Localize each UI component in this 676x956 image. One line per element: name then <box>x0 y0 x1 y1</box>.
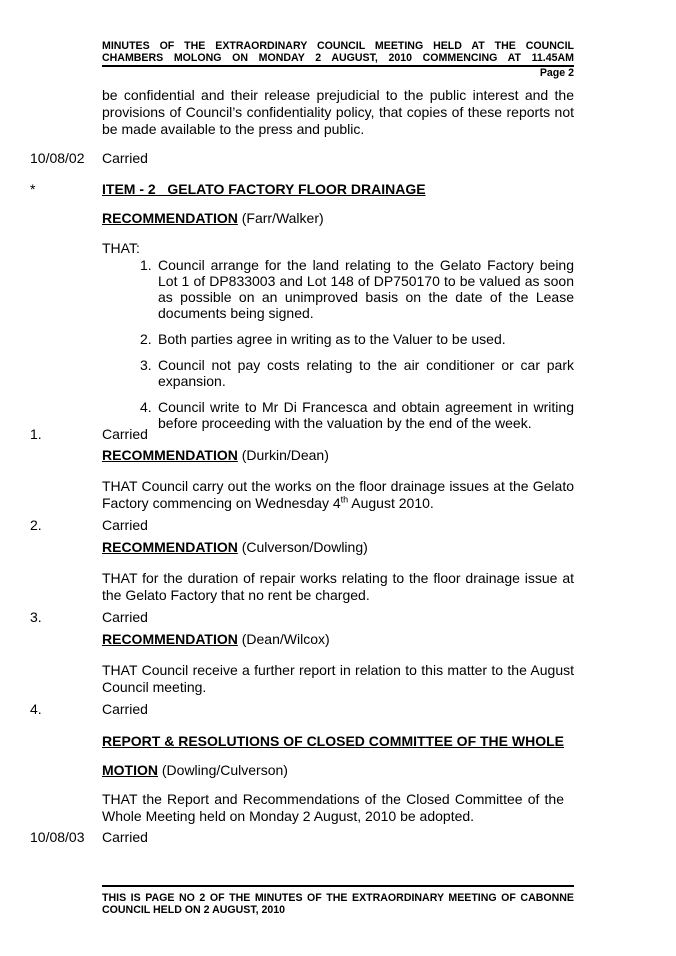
list-item: 4. Council write to Mr Di Francesca and obtain agreement in writing before proceeding with the valuation by the end of the week. <box>140 399 574 431</box>
motion-label: MOTION <box>102 762 158 778</box>
carried-text: Carried <box>102 426 148 442</box>
recommendation-label: RECOMMENDATION <box>102 539 238 555</box>
motion <box>102 762 574 779</box>
recommendation-movers: (Durkin/Dean) <box>241 447 329 463</box>
resolution-number: 10/08/02 <box>30 150 85 166</box>
recommendation-3 <box>102 539 574 556</box>
resolution-number: 2. <box>30 517 42 533</box>
list-item: 2. Both parties agree in writing as to the Valuer to be used. <box>140 331 506 347</box>
carried-text: Carried <box>102 517 148 533</box>
recommendation-text: THAT Council receive a further report in relation to this matter to the August Council meeting. <box>102 662 574 695</box>
page-number: Page 2 <box>539 67 574 79</box>
motion-text: THAT the Report and Recommendations of the Closed Committee of the Whole Meeting held on Monday 2 August, 2010 be adopted. <box>102 791 564 824</box>
carried-text: Carried <box>102 829 148 845</box>
carried-text: Carried <box>102 609 148 625</box>
recommendation-1 <box>102 210 574 227</box>
resolution-number: 3. <box>30 609 42 625</box>
list-item: 1. Council arrange for the land relating to the Gelato Factory being Lot 1 of DP833003 and Lot 148 of DP750170 to be valued as soon as possible on an unimproved basis on the date of the Lease documents being signed. <box>140 257 574 321</box>
page-header <box>102 40 574 67</box>
intro-paragraph: be confidential and their release prejudicial to the public interest and the provisions of Council’s confidentiality policy, that copies of these reports not be made available to the press and public. <box>102 87 574 137</box>
carried-text: Carried <box>102 150 148 166</box>
recommendation-text: THAT for the duration of repair works relating to the floor drainage issue at the Gelato Factory that no rent be charged. <box>102 570 574 603</box>
list-item: 3. Council not pay costs relating to the air conditioner or car park expansion. <box>140 357 574 389</box>
resolution-number: 1. <box>30 426 42 442</box>
recommendation-list <box>135 257 574 441</box>
item-title: ITEM - 2 GELATO FACTORY FLOOR DRAINAGE <box>102 181 426 197</box>
item-marker: * <box>30 181 36 197</box>
section-title: REPORT & RESOLUTIONS OF CLOSED COMMITTEE OF THE WHOLE <box>102 733 564 749</box>
motion-movers: (Dowling/Culverson) <box>161 762 288 778</box>
page-footer: THIS IS PAGE NO 2 OF THE MINUTES OF THE EXTRAORDINARY MEETING OF CABONNE COUNCIL HELD ON 2 AUGUST, 2010 <box>102 885 574 916</box>
recommendation-label: RECOMMENDATION <box>102 210 238 226</box>
recommendation-label: RECOMMENDATION <box>102 447 238 463</box>
carried-text: Carried <box>102 701 148 717</box>
recommendation-movers: (Dean/Wilcox) <box>241 631 330 647</box>
that-heading: THAT: <box>102 240 140 256</box>
recommendation-movers: (Culverson/Dowling) <box>241 539 368 555</box>
header-line-2: CHAMBERS MOLONG ON MONDAY 2 AUGUST, 2010 COMMENCING AT 11.45AM <box>102 52 574 67</box>
resolution-number: 10/08/03 <box>30 829 85 845</box>
recommendation-text: THAT Council carry out the works on the floor drainage issues at the Gelato Factory commencing on Wednesday 4th August 2010. <box>102 478 574 511</box>
recommendation-2 <box>102 447 574 464</box>
recommendation-movers: (Farr/Walker) <box>241 210 324 226</box>
resolution-number: 4. <box>30 701 42 717</box>
recommendation-label: RECOMMENDATION <box>102 631 238 647</box>
header-line-1: MINUTES OF THE EXTRAORDINARY COUNCIL MEETING HELD AT THE COUNCIL <box>102 40 574 52</box>
recommendation-4 <box>102 631 574 648</box>
